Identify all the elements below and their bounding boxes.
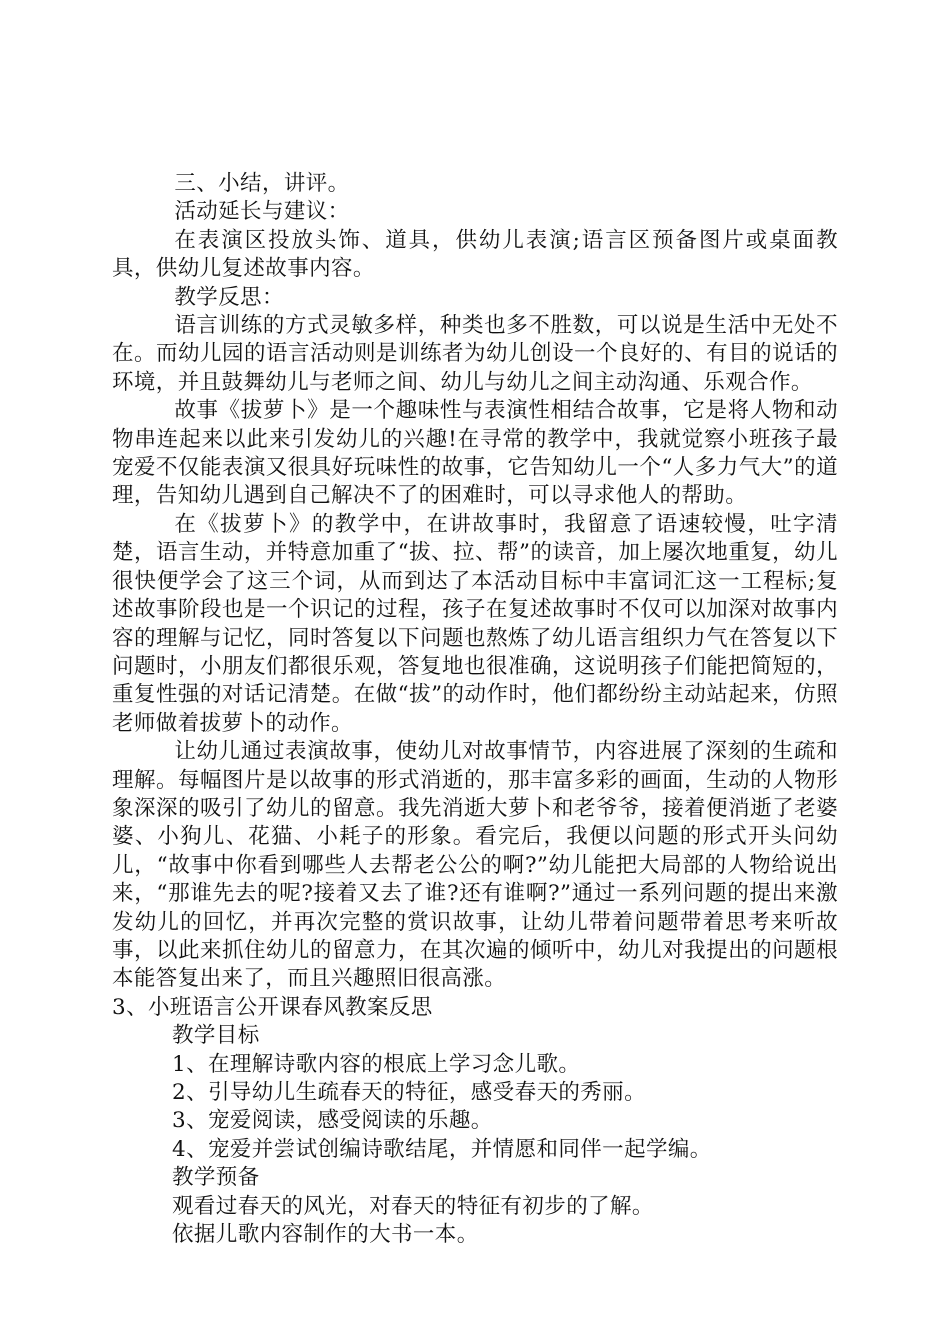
summary-line: 三、小结，讲评。 bbox=[174, 171, 350, 196]
section-title: 3、小班语言公开课春风教案反思 bbox=[112, 994, 433, 1020]
reflection-paragraph-2: 故事《拔萝卜》是一个趣味性与表演性相结合故事，它是将人物和动物串连起来以此来引发幼儿的兴趣!在寻常的教学中，我就觉察小班孩子最宠爱不仅能表演又很具好玩味性的故事，它告知幼儿一个“人多力气大”的道理，告知幼儿遇到自己解决不了的困难时，可以寻求他人的帮助。 bbox=[112, 398, 838, 509]
reflection-paragraph-3: 在《拔萝卜》的教学中，在讲故事时，我留意了语速较慢，吐字清楚，语言生动，并特意加重了“拔、拉、帮”的读音，加上屡次地重复，幼儿很快便学会了这三个词，从而到达了本活动目标中丰富词汇这一工程标;复述故事阶段也是一个识记的过程，孩子在复述故事时不仅可以加深对故事内容的理解与记忆，同时答复以下问题也熬炼了幼儿语言组织力气在答复以下问题时，小朋友们都很乐观，答复地也很准确，这说明孩子们能把简短的，重复性强的对话记清楚。在做“拔”的动作时，他们都纷纷主动站起来，仿照老师做着拔萝卜的动作。 bbox=[112, 511, 838, 736]
document-body bbox=[112, 170, 838, 1249]
goal-item-3: 3、宠爱阅读，感受阅读的乐趣。 bbox=[172, 1108, 493, 1134]
goal-item-4: 4、宠爱并尝试创编诗歌结尾，并情愿和同伴一起学编。 bbox=[172, 1136, 712, 1162]
preparation-item-1: 观看过春天的风光，对春天的特征有初步的了解。 bbox=[172, 1193, 654, 1219]
preparation-heading: 教学预备 bbox=[172, 1165, 260, 1191]
reflection-paragraph-1: 语言训练的方式灵敏多样，种类也多不胜数，可以说是生活中无处不在。而幼儿园的语言活动则是训练者为幼儿创设一个良好的、有目的说话的环境，并且鼓舞幼儿与老师之间、幼儿与幼儿之间主动沟通、乐观合作。 bbox=[112, 313, 838, 395]
reflection-heading: 教学反思： bbox=[174, 284, 284, 310]
preparation-item-2: 依据儿歌内容制作的大书一本。 bbox=[172, 1222, 479, 1248]
goal-item-1: 1、在理解诗歌内容的根底上学习念儿歌。 bbox=[172, 1051, 581, 1077]
reflection-paragraph-4: 让幼儿通过表演故事，使幼儿对故事情节，内容进展了深刻的生疏和理解。每幅图片是以故事的形式消逝的，那丰富多彩的画面，生动的人物形象深深的吸引了幼儿的留意。我先消逝大萝卜和老爷爷，接着便消逝了老婆婆、小狗儿、花猫、小耗子的形象。看完后，我便以问题的形式开头问幼儿，“故事中你看到哪些人去帮老公公的啊?”幼儿能把大局部的人物给说出来，“那谁先去的呢?接着又去了谁?还有谁啊?”通过一系列问题的提出来激发幼儿的回忆，并再次完整的赏识故事，让幼儿带着问题带着思考来听故事，以此来抓住幼儿的留意力，在其次遍的倾听中，幼儿对我提出的问题根本能答复出来了，而且兴趣照旧很高涨。 bbox=[112, 739, 838, 992]
extension-heading: 活动延长与建议： bbox=[174, 199, 350, 225]
goals-heading: 教学目标 bbox=[172, 1023, 260, 1049]
goal-item-2: 2、引导幼儿生疏春天的特征，感受春天的秀丽。 bbox=[172, 1080, 646, 1105]
extension-paragraph: 在表演区投放头饰、道具，供幼儿表演;语言区预备图片或桌面教具，供幼儿复述故事内容。 bbox=[112, 227, 838, 282]
